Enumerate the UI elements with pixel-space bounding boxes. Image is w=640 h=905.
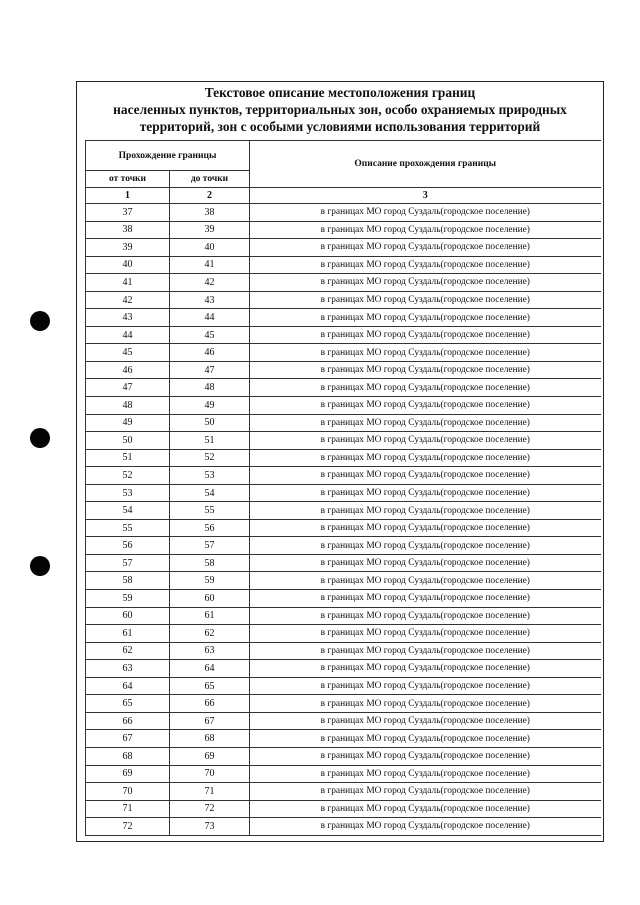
from-point-cell: 49 [86, 414, 170, 432]
title-line-1: Текстовое описание местоположения границ [204, 85, 476, 100]
from-point-cell: 51 [86, 449, 170, 467]
to-point-cell: 42 [170, 274, 250, 292]
table-row [86, 309, 601, 327]
description-cell: в границах МО город Суздаль(городское поселение) [250, 326, 601, 344]
from-point-cell: 66 [86, 712, 170, 730]
from-point-cell: 43 [86, 309, 170, 327]
from-point-cell: 71 [86, 800, 170, 818]
from-point-cell: 58 [86, 572, 170, 590]
table-row [86, 414, 601, 432]
table-row [86, 572, 601, 590]
table-row [86, 800, 601, 818]
description-cell: в границах МО город Суздаль(городское поселение) [250, 712, 601, 730]
table-row [86, 818, 601, 836]
table-row [86, 379, 601, 397]
from-point-cell: 72 [86, 818, 170, 836]
table-row [86, 677, 601, 695]
description-cell: в границах МО город Суздаль(городское поселение) [250, 204, 601, 222]
description-cell: в границах МО город Суздаль(городское поселение) [250, 519, 601, 537]
from-point-cell: 61 [86, 625, 170, 643]
description-cell: в границах МО город Суздаль(городское поселение) [250, 730, 601, 748]
to-point-cell: 57 [170, 537, 250, 555]
table-row [86, 502, 601, 520]
description-cell: в границах МО город Суздаль(городское поселение) [250, 625, 601, 643]
from-point-cell: 47 [86, 379, 170, 397]
description-cell: в границах МО город Суздаль(городское поселение) [250, 379, 601, 397]
description-cell: в границах МО город Суздаль(городское поселение) [250, 432, 601, 450]
from-point-cell: 45 [86, 344, 170, 362]
to-point-cell: 50 [170, 414, 250, 432]
description-cell: в границах МО город Суздаль(городское поселение) [250, 361, 601, 379]
from-point-cell: 57 [86, 554, 170, 572]
binder-hole [30, 311, 50, 331]
to-point-cell: 48 [170, 379, 250, 397]
description-cell: в границах МО город Суздаль(городское поселение) [250, 467, 601, 485]
from-point-cell: 41 [86, 274, 170, 292]
description-cell: в границах МО город Суздаль(городское поселение) [250, 537, 601, 555]
description-cell: в границах МО город Суздаль(городское поселение) [250, 590, 601, 608]
description-cell: в границах МО город Суздаль(городское поселение) [250, 239, 601, 257]
to-point-cell: 44 [170, 309, 250, 327]
description-cell: в границах МО город Суздаль(городское поселение) [250, 607, 601, 625]
from-point-cell: 46 [86, 361, 170, 379]
from-point-cell: 70 [86, 783, 170, 801]
table-row [86, 467, 601, 485]
from-point-cell: 67 [86, 730, 170, 748]
description-cell: в границах МО город Суздаль(городское поселение) [250, 397, 601, 415]
header-description: Описание прохождения границы [250, 141, 601, 188]
to-point-cell: 49 [170, 397, 250, 415]
from-point-cell: 52 [86, 467, 170, 485]
from-point-cell: 54 [86, 502, 170, 520]
table-row [86, 607, 601, 625]
to-point-cell: 70 [170, 765, 250, 783]
table-row [86, 221, 601, 239]
to-point-cell: 73 [170, 818, 250, 836]
table-row [86, 519, 601, 537]
table-row [86, 712, 601, 730]
title-line-2: населенных пунктов, территориальных зон, особо охраняемых природных [113, 102, 567, 117]
table-row [86, 537, 601, 555]
to-point-cell: 53 [170, 467, 250, 485]
description-cell: в границах МО город Суздаль(городское поселение) [250, 414, 601, 432]
description-cell: в границах МО город Суздаль(городское поселение) [250, 502, 601, 520]
document-title [80, 84, 600, 140]
description-cell: в границах МО город Суздаль(городское поселение) [250, 309, 601, 327]
table-row [86, 361, 601, 379]
to-point-cell: 66 [170, 695, 250, 713]
table-row [86, 432, 601, 450]
description-cell: в границах МО город Суздаль(городское поселение) [250, 818, 601, 836]
from-point-cell: 44 [86, 326, 170, 344]
header-to: до точки [170, 171, 250, 188]
table-body [86, 204, 601, 836]
table-row [86, 239, 601, 257]
from-point-cell: 55 [86, 519, 170, 537]
binder-hole [30, 556, 50, 576]
from-point-cell: 68 [86, 747, 170, 765]
from-point-cell: 56 [86, 537, 170, 555]
from-point-cell: 69 [86, 765, 170, 783]
to-point-cell: 54 [170, 484, 250, 502]
description-cell: в границах МО город Суздаль(городское поселение) [250, 695, 601, 713]
to-point-cell: 43 [170, 291, 250, 309]
table-row [86, 590, 601, 608]
description-cell: в границах МО город Суздаль(городское поселение) [250, 554, 601, 572]
to-point-cell: 45 [170, 326, 250, 344]
to-point-cell: 55 [170, 502, 250, 520]
column-number-2: 2 [170, 188, 250, 204]
table-row [86, 747, 601, 765]
column-number-3: 3 [250, 188, 601, 204]
from-point-cell: 63 [86, 660, 170, 678]
boundary-table [85, 140, 601, 836]
to-point-cell: 51 [170, 432, 250, 450]
description-cell: в границах МО город Суздаль(городское поселение) [250, 572, 601, 590]
header-passage: Прохождение границы [86, 141, 250, 171]
description-cell: в границах МО город Суздаль(городское поселение) [250, 449, 601, 467]
description-cell: в границах МО город Суздаль(городское поселение) [250, 783, 601, 801]
from-point-cell: 60 [86, 607, 170, 625]
from-point-cell: 50 [86, 432, 170, 450]
description-cell: в границах МО город Суздаль(городское поселение) [250, 765, 601, 783]
to-point-cell: 40 [170, 239, 250, 257]
to-point-cell: 47 [170, 361, 250, 379]
table-row [86, 344, 601, 362]
to-point-cell: 62 [170, 625, 250, 643]
to-point-cell: 39 [170, 221, 250, 239]
table-row [86, 397, 601, 415]
table-row [86, 625, 601, 643]
from-point-cell: 65 [86, 695, 170, 713]
from-point-cell: 40 [86, 256, 170, 274]
table-row [86, 291, 601, 309]
from-point-cell: 59 [86, 590, 170, 608]
table-row [86, 326, 601, 344]
from-point-cell: 39 [86, 239, 170, 257]
binder-hole [30, 428, 50, 448]
table-row [86, 256, 601, 274]
from-point-cell: 48 [86, 397, 170, 415]
from-point-cell: 38 [86, 221, 170, 239]
description-cell: в границах МО город Суздаль(городское поселение) [250, 484, 601, 502]
description-cell: в границах МО город Суздаль(городское поселение) [250, 747, 601, 765]
to-point-cell: 52 [170, 449, 250, 467]
to-point-cell: 68 [170, 730, 250, 748]
from-point-cell: 53 [86, 484, 170, 502]
table-row [86, 449, 601, 467]
table-row [86, 554, 601, 572]
to-point-cell: 61 [170, 607, 250, 625]
to-point-cell: 72 [170, 800, 250, 818]
description-cell: в границах МО город Суздаль(городское поселение) [250, 221, 601, 239]
table-row [86, 484, 601, 502]
to-point-cell: 69 [170, 747, 250, 765]
from-point-cell: 42 [86, 291, 170, 309]
to-point-cell: 58 [170, 554, 250, 572]
description-cell: в границах МО город Суздаль(городское поселение) [250, 642, 601, 660]
description-cell: в границах МО город Суздаль(городское поселение) [250, 274, 601, 292]
table-row [86, 204, 601, 222]
to-point-cell: 59 [170, 572, 250, 590]
table-row [86, 274, 601, 292]
table-row [86, 695, 601, 713]
to-point-cell: 38 [170, 204, 250, 222]
from-point-cell: 37 [86, 204, 170, 222]
from-point-cell: 62 [86, 642, 170, 660]
description-cell: в границах МО город Суздаль(городское поселение) [250, 291, 601, 309]
description-cell: в границах МО город Суздаль(городское поселение) [250, 256, 601, 274]
table-row [86, 730, 601, 748]
description-cell: в границах МО город Суздаль(городское поселение) [250, 800, 601, 818]
to-point-cell: 41 [170, 256, 250, 274]
description-cell: в границах МО город Суздаль(городское поселение) [250, 660, 601, 678]
to-point-cell: 56 [170, 519, 250, 537]
header-from: от точки [86, 171, 170, 188]
to-point-cell: 71 [170, 783, 250, 801]
table-row [86, 783, 601, 801]
to-point-cell: 64 [170, 660, 250, 678]
to-point-cell: 65 [170, 677, 250, 695]
column-number-1: 1 [86, 188, 170, 204]
table-row [86, 642, 601, 660]
title-line-3: территорий, зон с особыми условиями использования территорий [139, 119, 541, 134]
table-row [86, 765, 601, 783]
to-point-cell: 46 [170, 344, 250, 362]
to-point-cell: 67 [170, 712, 250, 730]
to-point-cell: 60 [170, 590, 250, 608]
description-cell: в границах МО город Суздаль(городское поселение) [250, 344, 601, 362]
table-row [86, 660, 601, 678]
description-cell: в границах МО город Суздаль(городское поселение) [250, 677, 601, 695]
from-point-cell: 64 [86, 677, 170, 695]
to-point-cell: 63 [170, 642, 250, 660]
